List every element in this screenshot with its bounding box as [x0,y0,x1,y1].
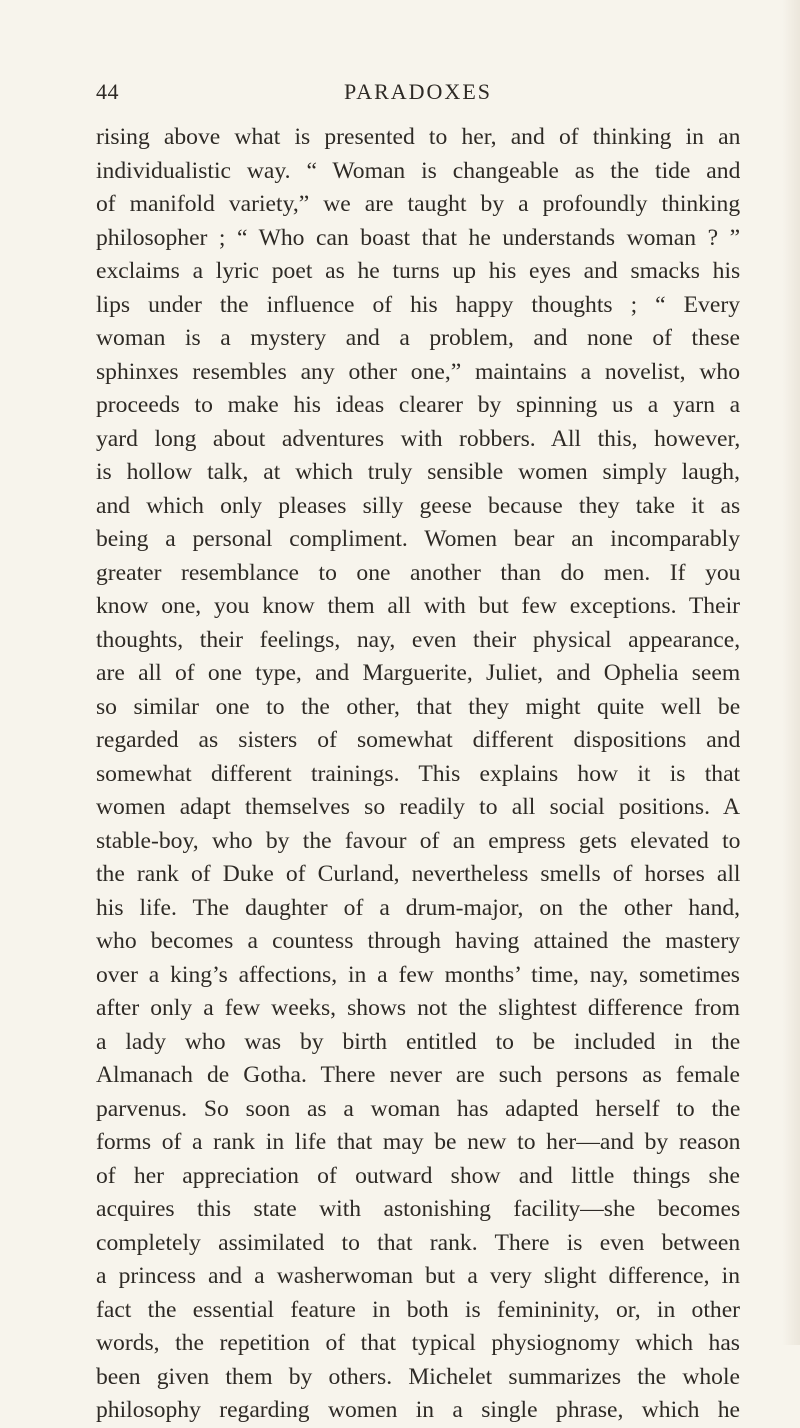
page-edge-shadow [782,0,800,1345]
text-line: a princess and a washerwoman but a very slight difference, in [96,1263,740,1289]
text-line: know one, you know them all with but few exceptions. Their [96,593,740,619]
text-line: being a personal compliment. Women bear an incomparably [96,526,740,552]
body-paragraph [96,121,740,1428]
text-line: rising above what is presented to her, and of thinking in an [96,124,740,150]
text-line: yard long about adventures with robbers. All this, however, [96,425,740,452]
text-line: and which only pleases silly geese because they take it as [96,492,740,519]
text-line: proceeds to make his ideas clearer by spinning us a yarn a [96,392,740,418]
text-line: greater resemblance to one another than do men. If you [96,559,740,586]
text-line: his life. The daughter of a drum-major, on the other hand, [96,894,740,921]
text-line: individualistic way. “ Woman is changeable as the tide and [96,157,740,184]
text-line: fact the essential feature in both is femininity, or, in other [96,1296,740,1323]
text-line: Almanach de Gotha. There never are such persons as female [96,1062,740,1088]
text-line: been given them by others. Michelet summarizes the whole [96,1363,740,1390]
text-line: philosophy regarding women in a single phrase, which he [96,1397,740,1423]
text-line: forms of a rank in life that may be new to her—and by reason [96,1129,740,1155]
text-line: sphinxes resembles any other one,” maintains a novelist, who [96,358,740,385]
text-line: over a king’s affections, in a few months’ time, nay, sometimes [96,961,740,988]
text-line: who becomes a countess through having attained the mastery [96,928,740,954]
text-line: are all of one type, and Marguerite, Juliet, and Ophelia seem [96,660,740,686]
text-line: philosopher ; “ Who can boast that he understands woman ? ” [96,224,740,251]
text-line: stable-boy, who by the favour of an empress gets elevated to [96,827,740,854]
text-line: is hollow talk, at which truly sensible women simply laugh, [96,459,740,485]
text-line: acquires this state with astonishing facility—she becomes [96,1196,740,1222]
text-line: so similar one to the other, that they might quite well be [96,693,740,720]
page-header [96,79,740,109]
text-line: of manifold variety,” we are taught by a profoundly thinking [96,191,740,217]
text-line: the rank of Duke of Curland, nevertheless smells of horses all [96,861,740,887]
running-title: PARADOXES [343,79,492,104]
page-number: 44 [96,79,119,104]
text-line: after only a few weeks, shows not the slightest difference from [96,995,740,1021]
text-line: parvenus. So soon as a woman has adapted herself to the [96,1095,740,1122]
text-line: thoughts, their feelings, nay, even their physical appearance, [96,626,740,653]
text-line: exclaims a lyric poet as he turns up his eyes and smacks his [96,258,740,284]
text-line: woman is a mystery and a problem, and none of these [96,325,740,351]
text-line: somewhat different trainings. This explains how it is that [96,760,740,787]
text-line: of her appreciation of outward show and little things she [96,1162,740,1189]
text-line: regarded as sisters of somewhat different dispositions and [96,727,740,753]
text-line: lips under the influence of his happy thoughts ; “ Every [96,291,740,318]
text-line: women adapt themselves so readily to all social positions. A [96,794,740,820]
text-line: words, the repetition of that typical physiognomy which has [96,1330,740,1356]
text-line: a lady who was by birth entitled to be included in the [96,1028,740,1055]
text-line: completely assimilated to that rank. There is even between [96,1229,740,1256]
